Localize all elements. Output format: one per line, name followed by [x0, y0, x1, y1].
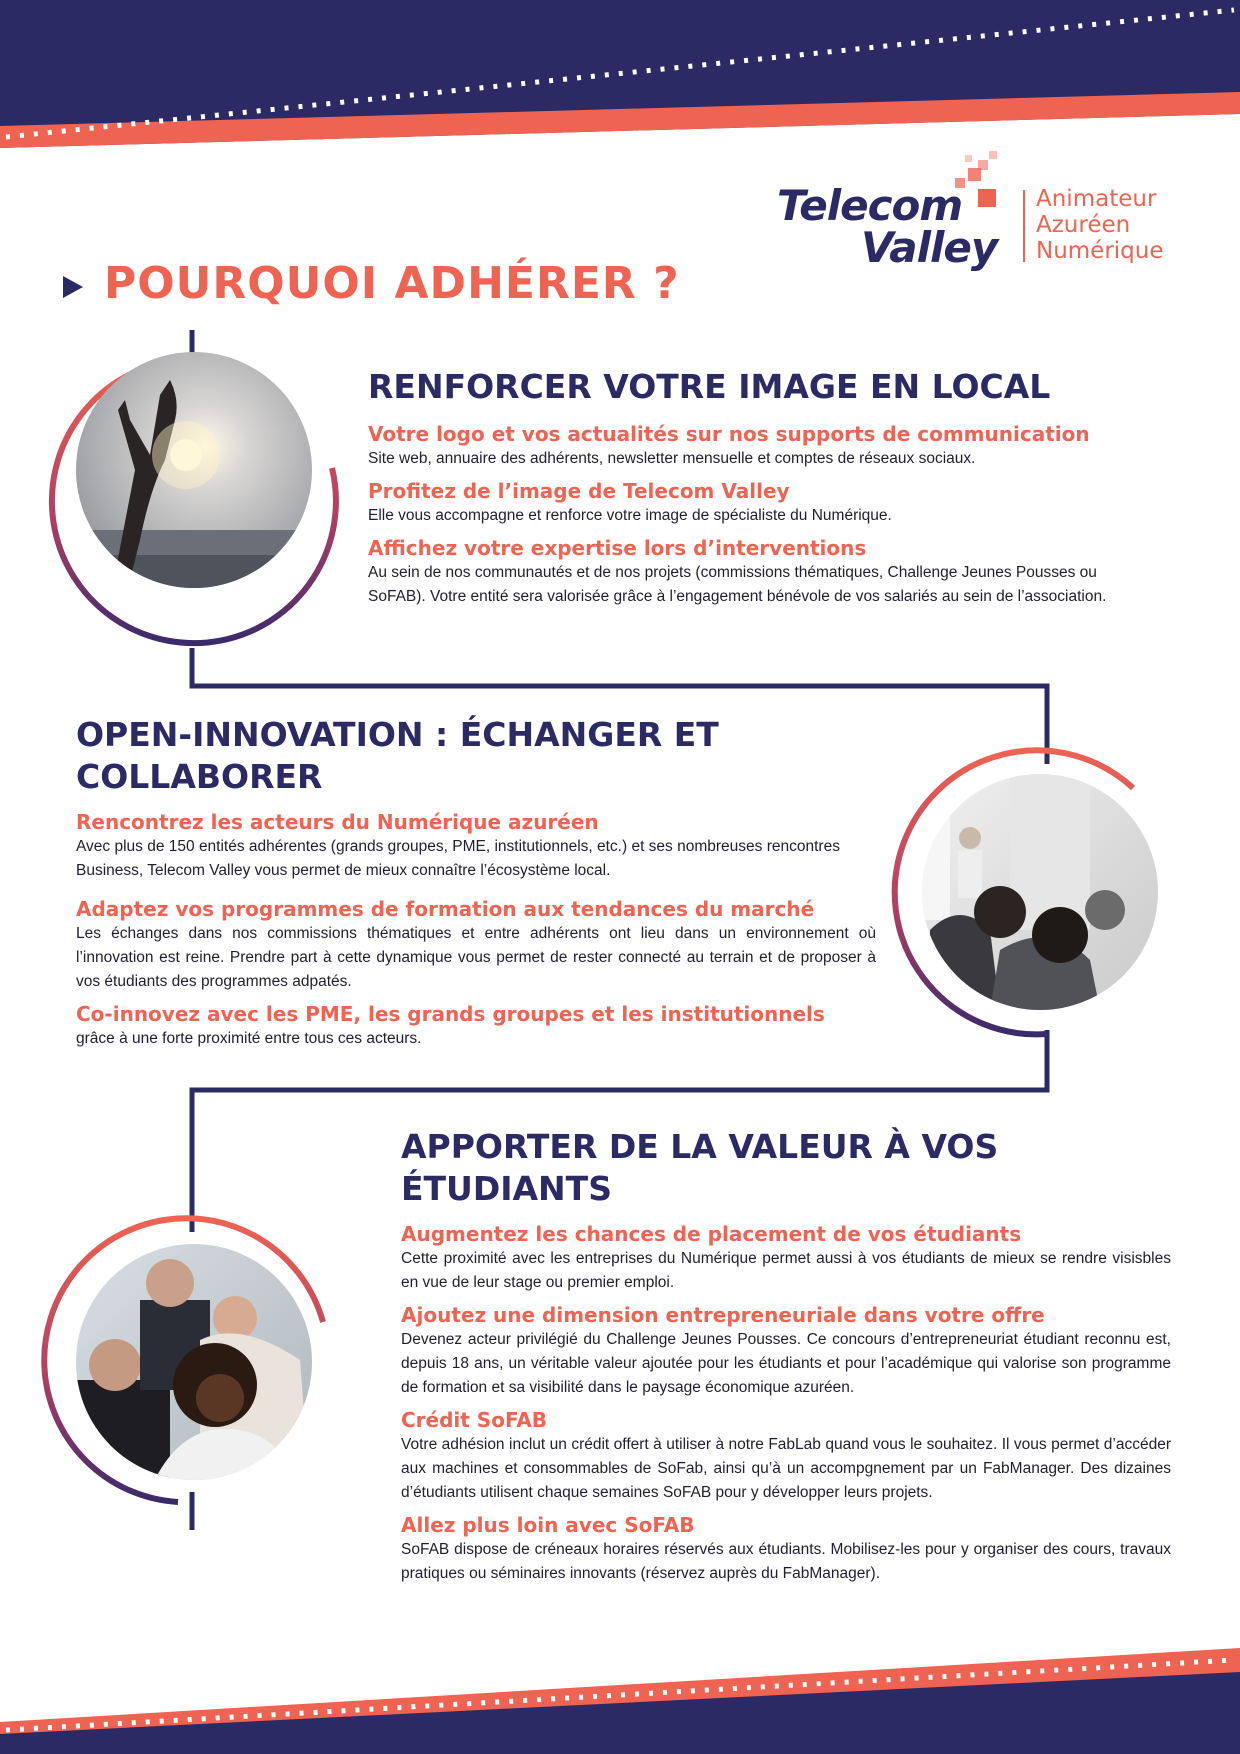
item-text: Site web, annuaire des adhérents, newsletter mensuelle et comptes de réseaux sociaux.	[368, 450, 976, 467]
section-item	[76, 897, 876, 994]
tagline-line-3: Numérique	[1036, 238, 1164, 264]
item-heading: Affichez votre expertise lors d’interventions	[368, 536, 867, 560]
item-text: Avec plus de 150 entités adhérentes (grands groupes, PME, institutionnels, etc.) et ses nombreuses rencontres Business, Telecom Valley vous permet de mieux connaître l’écosystème local.	[76, 838, 840, 879]
section-title: RENFORCER VOTRE IMAGE EN LOCAL	[368, 367, 1051, 406]
item-heading: Profitez de l’image de Telecom Valley	[368, 479, 790, 503]
bottom-banner	[0, 1648, 1240, 1754]
item-heading: Augmentez les chances de placement de vos étudiants	[401, 1222, 1022, 1246]
item-heading: Ajoutez une dimension entrepreneuriale dans votre offre	[401, 1303, 1045, 1327]
item-text: Au sein de nos communautés et de nos projets (commissions thématiques, Challenge Jeunes Pousses ou SoFAB). Votre entité sera valorisée grâce à l’engagement bénévole de vos salariés au sein de l’association.	[368, 564, 1107, 605]
item-text: Cette proximité avec les entreprises du Numérique permet aussi à vos étudiants de mieux se rendre visisbles en vue de leur stage ou premier emploi.	[401, 1250, 1171, 1291]
item-text: Votre adhésion inclut un crédit offert à utiliser à notre FabLab quand vous le souhaitez. Il vous permet d’accéder aux machines et consommables de SoFab, ainsi qu’à un accompgnement par un FabManager. Des dizaines d’étudiants utilisent chaque semaines SoFAB pour y développer leurs projets.	[401, 1436, 1171, 1501]
item-heading: Adaptez vos programmes de formation aux tendances du marché	[76, 897, 815, 921]
classroom-presentation-photo	[895, 750, 1158, 1034]
item-text: Les échanges dans nos commissions thématiques et entre adhérents ont lieu dans un environnement où l’innovation est reine. Prendre part à cette dynamique vous permet de rester connecté au terrain et de proposer à vos étudiants des programmes adpatés.	[76, 925, 876, 990]
hand-with-sunlight-photo	[52, 352, 336, 643]
item-text: Elle vous accompagne et renforce votre image de spécialiste du Numérique.	[368, 507, 892, 524]
item-heading: Allez plus loin avec SoFAB	[401, 1513, 695, 1537]
section-image-local	[368, 366, 1168, 609]
section-title: OPEN-INNOVATION : ÉCHANGER ET COLLABORER	[76, 715, 719, 796]
top-banner	[0, 0, 1240, 148]
students-at-laptop-photo	[44, 1218, 323, 1502]
section-student-value	[401, 1126, 1171, 1586]
section-title: APPORTER DE LA VALEUR À VOS ÉTUDIANTS	[401, 1127, 999, 1208]
item-text: grâce à une forte proximité entre tous ces acteurs.	[76, 1030, 422, 1047]
item-heading: Votre logo et vos actualités sur nos supports de communication	[368, 422, 1090, 446]
section-item	[368, 479, 1168, 528]
logo-line-2: Valley	[861, 223, 998, 272]
item-heading: Rencontrez les acteurs du Numérique azuréen	[76, 810, 599, 834]
page-title: POURQUOI ADHÉRER ?	[104, 258, 680, 309]
item-heading: Co-innovez avec les PME, les grands groupes et les institutionnels	[76, 1002, 825, 1026]
section-item	[76, 810, 876, 883]
tagline-line-2: Azuréen	[1036, 212, 1131, 238]
section-item	[368, 536, 1168, 609]
tagline-line-1: Animateur	[1036, 186, 1157, 212]
logo-tagline	[1036, 186, 1164, 264]
telecom-valley-logo	[777, 181, 998, 272]
section-item	[401, 1303, 1171, 1400]
section-item	[401, 1408, 1171, 1505]
item-heading: Crédit SoFAB	[401, 1408, 548, 1432]
section-item	[368, 422, 1168, 471]
section-item	[401, 1513, 1171, 1586]
logo-line-1: Telecom	[777, 181, 963, 230]
section-open-innovation	[76, 714, 876, 1051]
item-text: Devenez acteur privilégié du Challenge Jeunes Pousses. Ce concours d’entrepreneuriat étudiant reconnu est, depuis 18 ans, un véritable valeur ajoutée pour les étudiants et pour l’académique qui valorise son programme de formation et sa visibilité dans le paysage économique azuréen.	[401, 1331, 1171, 1396]
section-item	[76, 1002, 876, 1051]
item-text: SoFAB dispose de créneaux horaires réservés aux étudiants. Mobilisez-les pour y organiser des cours, travaux pratiques ou séminaires innovants (réservez auprès du FabManager).	[401, 1541, 1171, 1582]
section-item	[401, 1222, 1171, 1295]
play-triangle-icon	[63, 276, 83, 298]
